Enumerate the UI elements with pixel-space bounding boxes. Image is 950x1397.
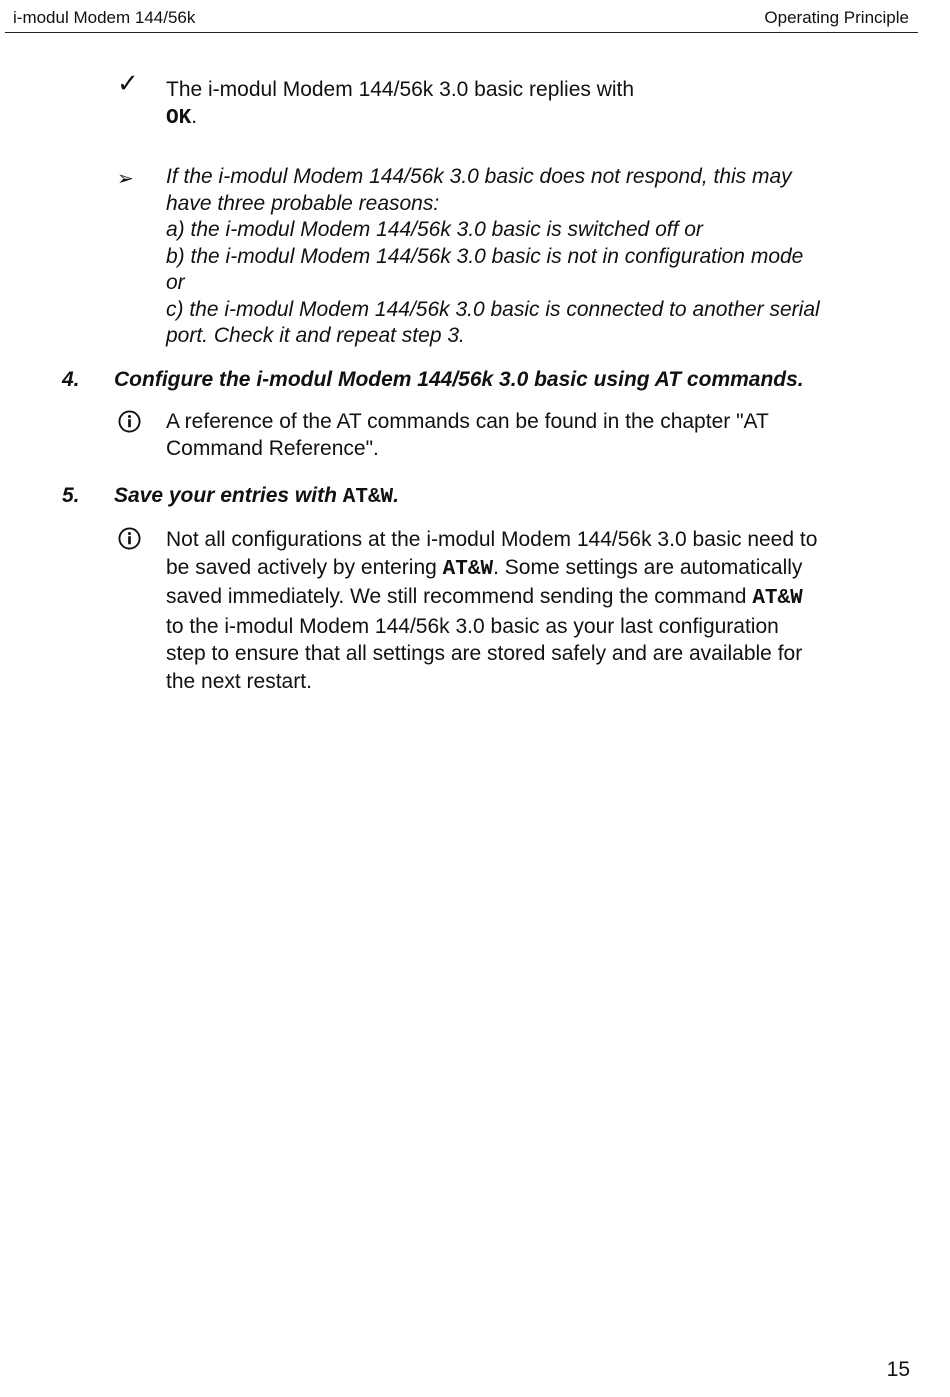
- troubleshoot-line: c) the i-modul Modem 144/56k 3.0 basic is connected to another serial: [166, 297, 820, 321]
- troubleshoot-line: If the i-modul Modem 144/56k 3.0 basic does not respond, this may: [166, 165, 792, 188]
- info-circle-icon: [118, 527, 141, 550]
- header-section: Operating Principle: [764, 8, 909, 27]
- checkmark-icon: ✓: [117, 68, 139, 98]
- result-paragraph: [166, 77, 886, 132]
- result-text: The i-modul Modem 144/56k 3.0 basic replies with: [166, 78, 635, 101]
- result-code: OK: [166, 106, 192, 130]
- info-2-line: the next restart.: [166, 669, 312, 693]
- troubleshoot-line: b) the i-modul Modem 144/56k 3.0 basic is not in configuration mode: [166, 244, 804, 268]
- info-2-code: AT&W: [752, 587, 803, 610]
- info-2-text: be saved actively by entering: [166, 555, 443, 579]
- info-paragraph-1: [166, 409, 886, 462]
- step-4-number: 4.: [62, 368, 80, 391]
- info-2-code: AT&W: [442, 557, 494, 581]
- info-2-line: [166, 554, 886, 584]
- step-5-code: AT&W: [342, 486, 394, 509]
- troubleshoot-line: or: [166, 271, 185, 294]
- troubleshoot-paragraph: [166, 164, 886, 350]
- info-2-text: . Some settings are automatically: [493, 555, 803, 579]
- troubleshoot-line: a) the i-modul Modem 144/56k 3.0 basic is switched off or: [166, 218, 703, 241]
- page-header: [5, 0, 918, 33]
- page-number: 15: [886, 1358, 910, 1381]
- step-5-end: .: [393, 484, 400, 507]
- info-1-line: A reference of the AT commands can be found in the chapter "AT: [166, 410, 769, 433]
- step-5-number: 5.: [62, 484, 80, 507]
- info-paragraph-2: [166, 526, 886, 695]
- arrowhead-bullet-icon: ➢: [117, 168, 134, 190]
- info-circle-icon: [118, 410, 141, 433]
- step-4-text: Configure the i-modul Modem 144/56k 3.0 basic using AT commands.: [114, 368, 804, 391]
- info-2-line: step to ensure that all settings are stored safely and are available for: [166, 642, 803, 665]
- info-2-line: [166, 583, 886, 613]
- header-title: i-modul Modem 144/56k: [13, 8, 196, 27]
- step-5-text: [114, 484, 399, 509]
- info-2-text: saved immediately. We still recommend sending the command: [166, 585, 753, 608]
- step-5-label: Save your entries with: [114, 484, 343, 507]
- info-1-line: Command Reference".: [166, 436, 379, 460]
- info-2-line: Not all configurations at the i-modul Modem 144/56k 3.0 basic need to: [166, 528, 818, 551]
- info-2-line: to the i-modul Modem 144/56k 3.0 basic as your last configuration: [166, 614, 779, 638]
- result-end: .: [191, 104, 198, 128]
- troubleshoot-line: have three probable reasons:: [166, 191, 440, 215]
- troubleshoot-line: port. Check it and repeat step 3.: [166, 324, 465, 347]
